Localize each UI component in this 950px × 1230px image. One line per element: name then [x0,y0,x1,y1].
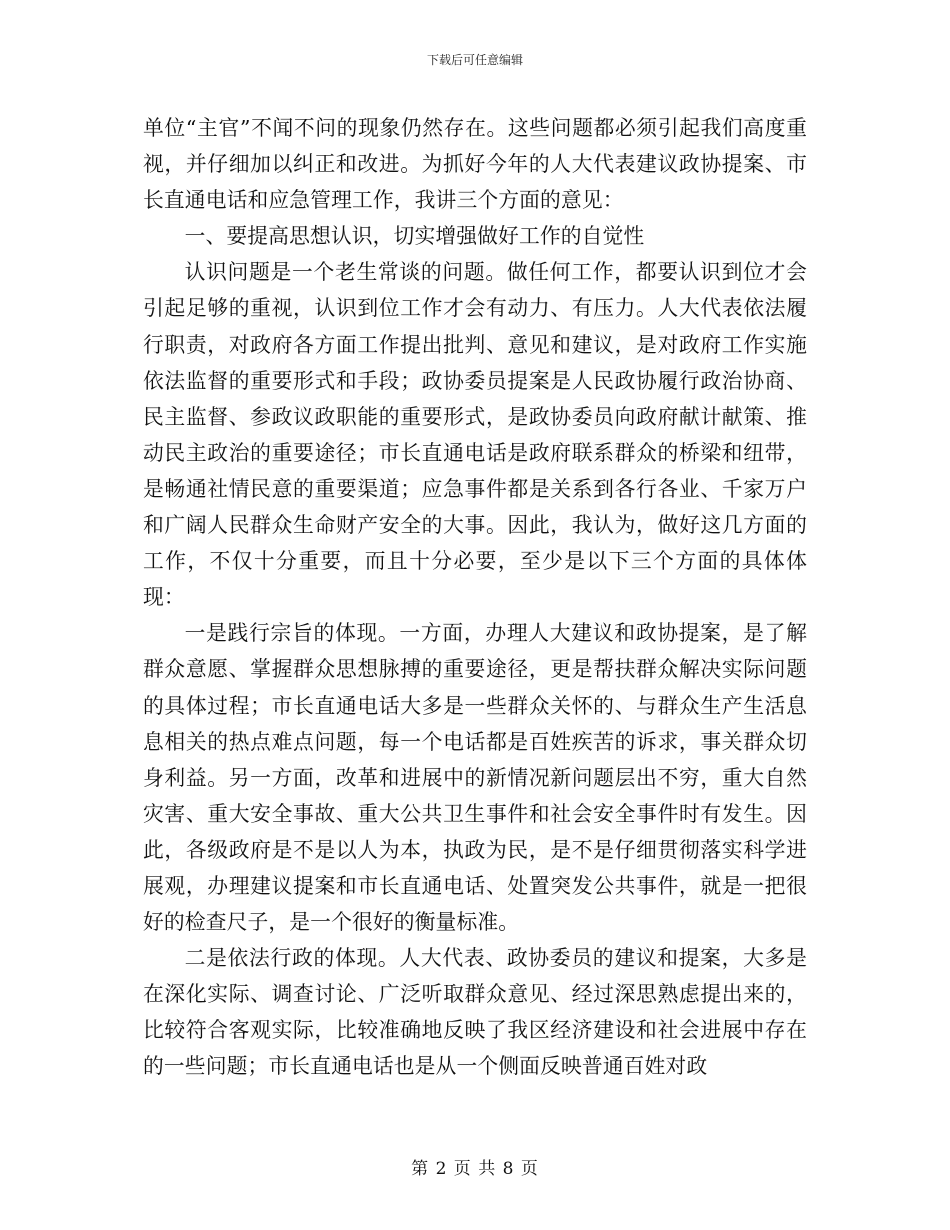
paragraph: 二是依法行政的体现。人大代表、政协委员的建议和提案，大多是在深化实际、调查讨论、广泛听取群众意见、经过深思熟虑提出来的，比较符合客观实际，比较准确地反映了我区经济建设和社会进展中存在的一些问题；市长直通电话也是从一个侧面反映普通百姓对政 [143,946,807,1079]
paragraph-continuation: 单位“主官”不闻不问的现象仍然存在。这些问题都必须引起我们高度重视，并仔细加以纠正和改进。为抓好今年的人大代表建议政协提案、市长直通电话和应急管理工作，我讲三个方面的意见： [143,116,807,213]
document-body [143,110,807,1085]
page-number-footer: 第 2 页 共 8 页 [411,1159,539,1179]
page-header: 下载后可任意编辑 [426,53,523,67]
section-heading: 一、要提高思想认识，切实增强做好工作的自觉性 [184,224,645,249]
paragraph: 一是践行宗旨的体现。一方面，办理人大建议和政协提案，是了解群众意愿、掌握群众思想脉搏的重要途径，更是帮扶群众解决实际问题的具体过程；市长直通电话大多是一些群众关怀的、与群众生产生活息息相关的热点难点问题，每一个电话都是百姓疾苦的诉求，事关群众切身利益。另一方面，改革和进展中的新情况新问题层出不穷，重大自然灾害、重大安全事故、重大公共卫生事件和社会安全事件时有发生。因此，各级政府是不是以人为本，执政为民，是不是仔细贯彻落实科学进展观，办理建议提案和市长直通电话、处置突发公共事件，就是一把很好的检查尺子，是一个很好的衡量标准。 [143,621,807,935]
paragraph: 认识问题是一个老生常谈的问题。做任何工作，都要认识到位才会引起足够的重视，认识到位工作才会有动力、有压力。人大代表依法履行职责，对政府各方面工作提出批判、意见和建议，是对政府工作实施依法监督的重要形式和手段；政协委员提案是人民政协履行政治协商、民主监督、参政议政职能的重要形式，是政协委员向政府献计献策、推动民主政治的重要途径；市长直通电话是政府联系群众的桥梁和纽带，是畅通社情民意的重要渠道；应急事件都是关系到各行各业、千家万户和广阔人民群众生命财产安全的大事。因此，我认为，做好这几方面的工作，不仅十分重要，而且十分必要，至少是以下三个方面的具体体现： [143,260,807,610]
